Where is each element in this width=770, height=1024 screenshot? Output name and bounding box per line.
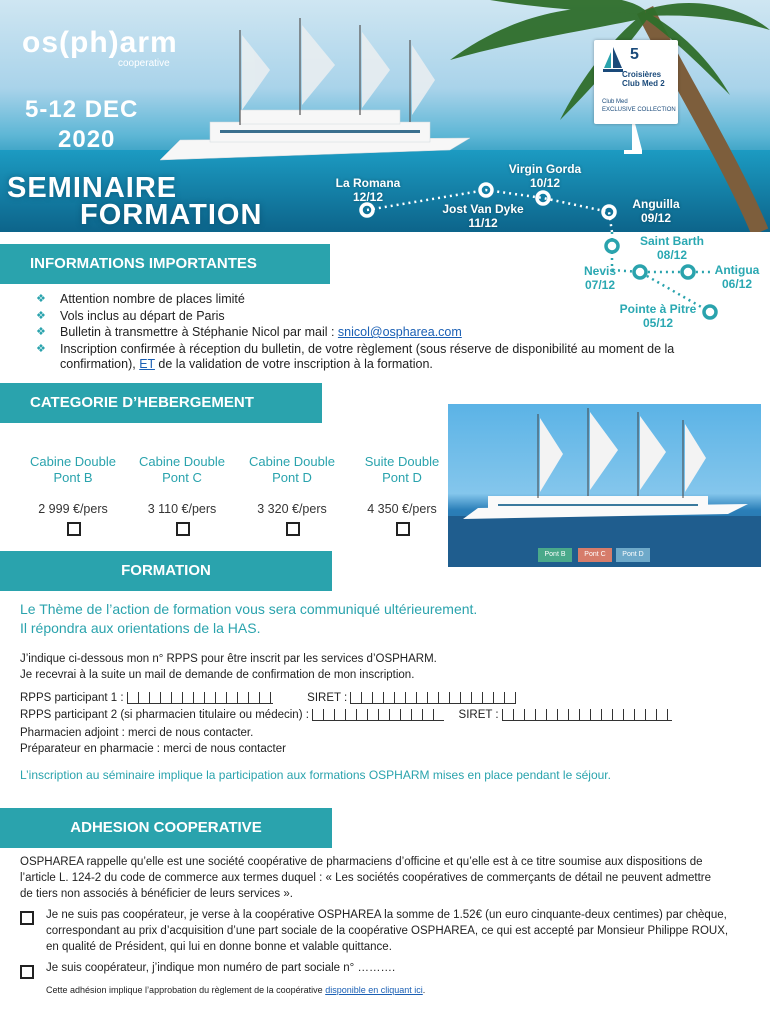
checkbox-suite-d[interactable] — [396, 522, 410, 536]
price-pont-c: 3 110 €/pers — [147, 502, 217, 516]
checkbox-pont-d[interactable] — [286, 522, 300, 536]
info-bullet-2: ❖ Vols inclus au départ de Paris — [36, 309, 225, 323]
sailing-ship-illustration — [448, 404, 761, 567]
siret-1-input[interactable] — [350, 692, 516, 704]
pont-b-label: Pont B — [538, 548, 572, 562]
ship-photo — [448, 404, 761, 567]
info-bullet-4: ❖ Inscription confirmée à réception du bulletin, de votre règlement (sous réserve de disponibilité au moment de la confirmation), ET de la validation de votre inscription à la formation. — [36, 342, 675, 371]
formation-theme: Le Thème de l’action de formation vous sera communiqué ultérieurement. Il répondra aux orientations de la HAS. — [20, 601, 478, 636]
siret-2-input[interactable] — [502, 709, 672, 721]
checkbox-pont-c[interactable] — [176, 522, 190, 536]
seminar-title-1: SEMINAIRE — [7, 172, 178, 204]
section-hebergement-header: CATEGORIE D’HEBERGEMENT — [0, 383, 322, 423]
port-jost-van-dyke: Jost Van Dyke 11/12 — [442, 202, 524, 230]
section-adhesion-header: ADHESION COOPERATIVE — [0, 808, 332, 848]
price-pont-d: 3 320 €/pers — [257, 502, 327, 516]
price-pont-b: 2 999 €/pers — [38, 502, 108, 516]
option-non-cooperateur: Je ne suis pas coopérateur, je verse à la coopérative OSPHAREA la somme de 1.52€ (un euro cinquante-deux centimes) par chèque, correspondant au prix d’acquisition d’une part sociale de la coopérative OSPHAREA, ce qui est accepté par Monsieur Philippe ROUX, en qualité de Président, qui lui en donne bonne et valable quittance. — [46, 909, 729, 953]
section-informations-header: INFORMATIONS IMPORTANTES — [0, 244, 330, 284]
ospharm-logo: os(ph)arm — [22, 26, 178, 59]
cabin-pont-c: Cabine Double Pont C — [138, 454, 225, 485]
port-saint-barth: Saint Barth 08/12 — [639, 234, 704, 262]
rpps-1-input[interactable] — [127, 692, 273, 704]
email-link[interactable]: snicol@ospharea.com — [337, 325, 462, 339]
port-antigua: Antigua 06/12 — [714, 263, 760, 291]
rpps-2-input[interactable] — [312, 709, 444, 721]
adhesion-footer: Cette adhésion implique l’approbation du règlement de la coopérative disponible en cliquant ici. — [46, 985, 426, 995]
checkbox-pont-b[interactable] — [67, 522, 81, 536]
diamond-bullet-icon: ❖ — [36, 293, 46, 305]
rpps-instructions: J’indique ci-dessous mon n° RPPS pour être inscrit par les services d’OSPHARM. Je recevrai à la suite un mail de demande de confirmation de mon inscription. — [20, 653, 437, 681]
badge-sub: Club Med EXCLUSIVE COLLECTION — [602, 99, 676, 113]
diamond-bullet-icon: ❖ — [36, 310, 46, 322]
checkbox-non-cooperateur[interactable] — [20, 911, 34, 925]
pont-d-label: Pont D — [616, 548, 650, 562]
port-nevis: Nevis 07/12 — [583, 264, 617, 292]
date-line-2: 2020 — [58, 126, 116, 153]
port-pointe-a-pitre: Pointe à Pitre 05/12 — [619, 302, 697, 330]
option-cooperateur: Je suis coopérateur, j’indique mon numéro de part sociale n° ………. — [46, 962, 396, 974]
price-suite-d: 4 350 €/pers — [367, 502, 437, 516]
badge-number: 5 — [630, 46, 639, 63]
header-banner — [0, 0, 770, 232]
badge-text: Croisières Club Med 2 — [622, 70, 665, 88]
date-line-1: 5-12 DEC — [25, 96, 139, 123]
checkbox-cooperateur[interactable] — [20, 965, 34, 979]
port-anguilla: Anguilla 09/12 — [632, 197, 680, 225]
pont-c-label: Pont C — [578, 548, 612, 562]
formation-implication-note: L’inscription au séminaire implique la participation aux formations OSPHARM mises en place pendant le séjour. — [20, 768, 611, 782]
pharmacien-adjoint-note: Pharmacien adjoint : merci de nous contacter. — [20, 727, 254, 739]
port-la-romana: La Romana 12/12 — [335, 176, 401, 204]
reglement-link[interactable]: disponible en cliquant ici — [325, 985, 423, 995]
diamond-bullet-icon: ❖ — [36, 326, 46, 338]
ospharm-logo-sub: cooperative — [118, 58, 170, 69]
suite-pont-d: Suite Double Pont D — [364, 454, 440, 485]
cabin-pont-b: Cabine Double Pont B — [29, 454, 116, 485]
section-formation-header: FORMATION — [0, 551, 332, 591]
port-virgin-gorda: Virgin Gorda 10/12 — [508, 162, 582, 190]
info-bullet-3: ❖ Bulletin à transmettre à Stéphanie Nicol par mail : snicol@ospharea.com — [36, 325, 462, 339]
info-bullet-1: ❖ Attention nombre de places limité — [36, 292, 245, 306]
diamond-bullet-icon: ❖ — [36, 343, 46, 355]
cabin-pont-d: Cabine Double Pont D — [248, 454, 335, 485]
rpps-participant-1-row: RPPS participant 1 : SIRET : — [20, 692, 516, 704]
adhesion-intro: OSPHAREA rappelle qu’elle est une société coopérative de pharmaciens d’officine et qu’elle est à ce titre soumise aux dispositions de l’article L. 124-2 du code de commerce aux termes duquel : « Les sociétés coopératives de commerçants de détail ne peuvent admettre de tiers non associés à bénéficier de leurs services ». — [20, 856, 712, 900]
seminar-title-2: FORMATION — [80, 199, 263, 231]
rpps-participant-2-row: RPPS participant 2 (si pharmacien titulaire ou médecin) : SIRET : — [20, 709, 672, 721]
preparateur-note: Préparateur en pharmacie : merci de nous contacter — [20, 743, 286, 755]
